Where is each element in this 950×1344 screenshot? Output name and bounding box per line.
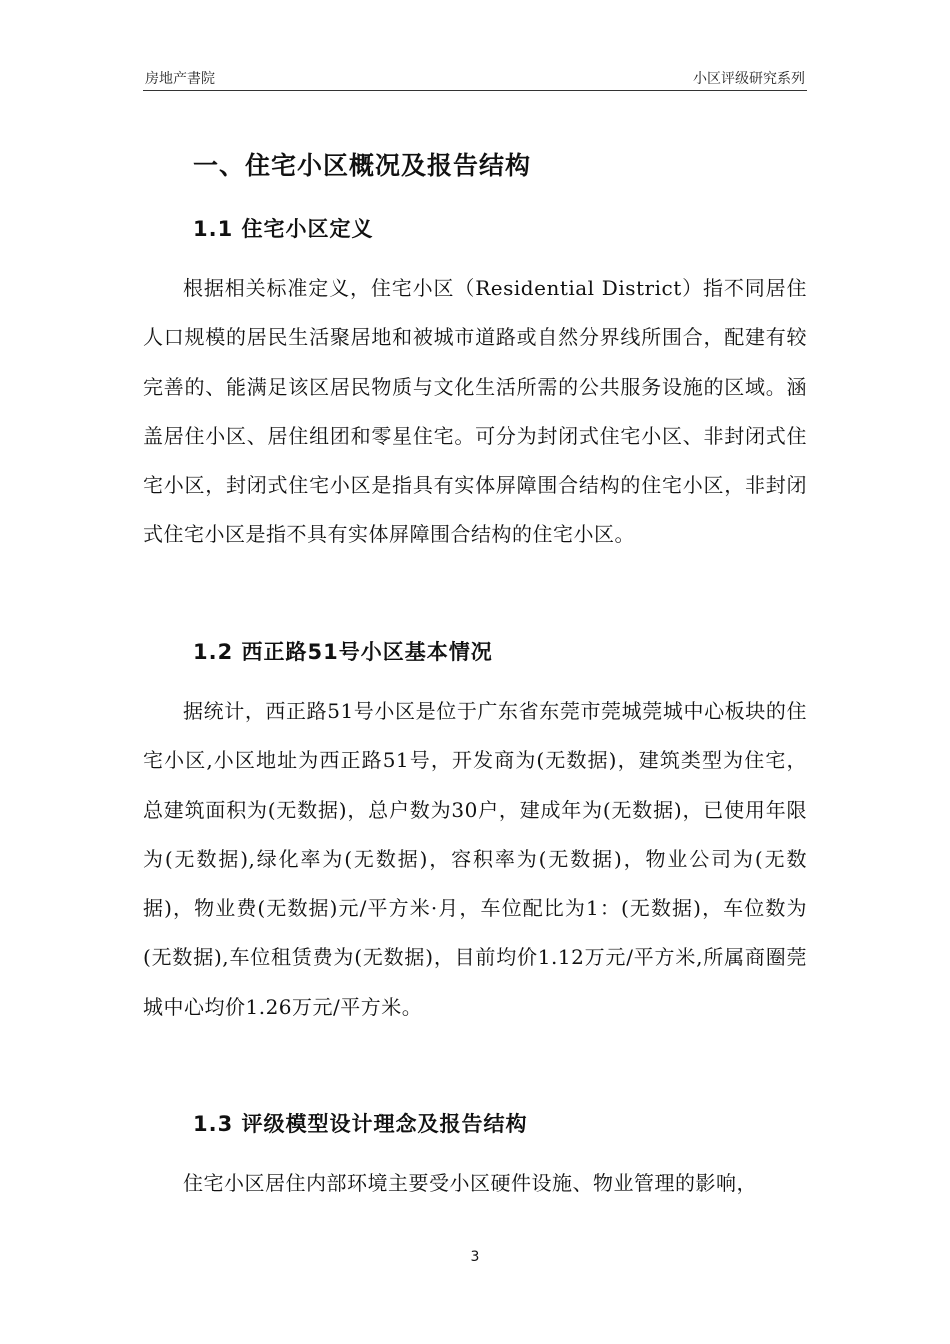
section-heading-1-3: 1.3 评级模型设计理念及报告结构	[193, 1112, 528, 1136]
section-heading-1-1: 1.1 住宅小区定义	[193, 217, 374, 241]
header-divider	[143, 90, 807, 91]
header-series-title: 小区评级研究系列	[693, 71, 805, 87]
section-paragraph-1-3: 住宅小区居住内部环境主要受小区硬件设施、物业管理的影响，	[183, 1171, 757, 1195]
section-heading-1-2: 1.2 西正路51号小区基本情况	[193, 640, 493, 664]
chapter-title: 一、住宅小区概况及报告结构	[193, 151, 532, 180]
section-paragraph-1-2: 据统计，西正路51号小区是位于广东省东莞市莞城莞城中心板块的住宅小区,小区地址为西正路51号，开发商为(无数据)，建筑类型为住宅，总建筑面积为(无数据)，总户数为30户，建成年为(无数据)，已使用年限为(无数据),绿化率为(无数据)，容积率为(无数据)，物业公司为(无数据)，物业费(无数据)元/平方米·月，车位配比为1：(无数据)，车位数为(无数据),车位租赁费为(无数据)，目前均价1.12万元/平方米,所属商圈莞城中心均价1.26万元/平方米。	[143, 699, 807, 1019]
section-paragraph-1-1: 根据相关标准定义，住宅小区（Residential District）指不同居住人口规模的居民生活聚居地和被城市道路或自然分界线所围合，配建有较完善的、能满足该区居民物质与文化生活所需的公共服务设施的区域。涵盖居住小区、居住组团和零星住宅。可分为封闭式住宅小区、非封闭式住宅小区，封闭式住宅小区是指具有实体屏障围合结构的住宅小区，非封闭式住宅小区是指不具有实体屏障围合结构的住宅小区。	[143, 276, 807, 547]
page-number: 3	[470, 1249, 480, 1265]
header-publisher: 房地产書院	[145, 71, 215, 87]
